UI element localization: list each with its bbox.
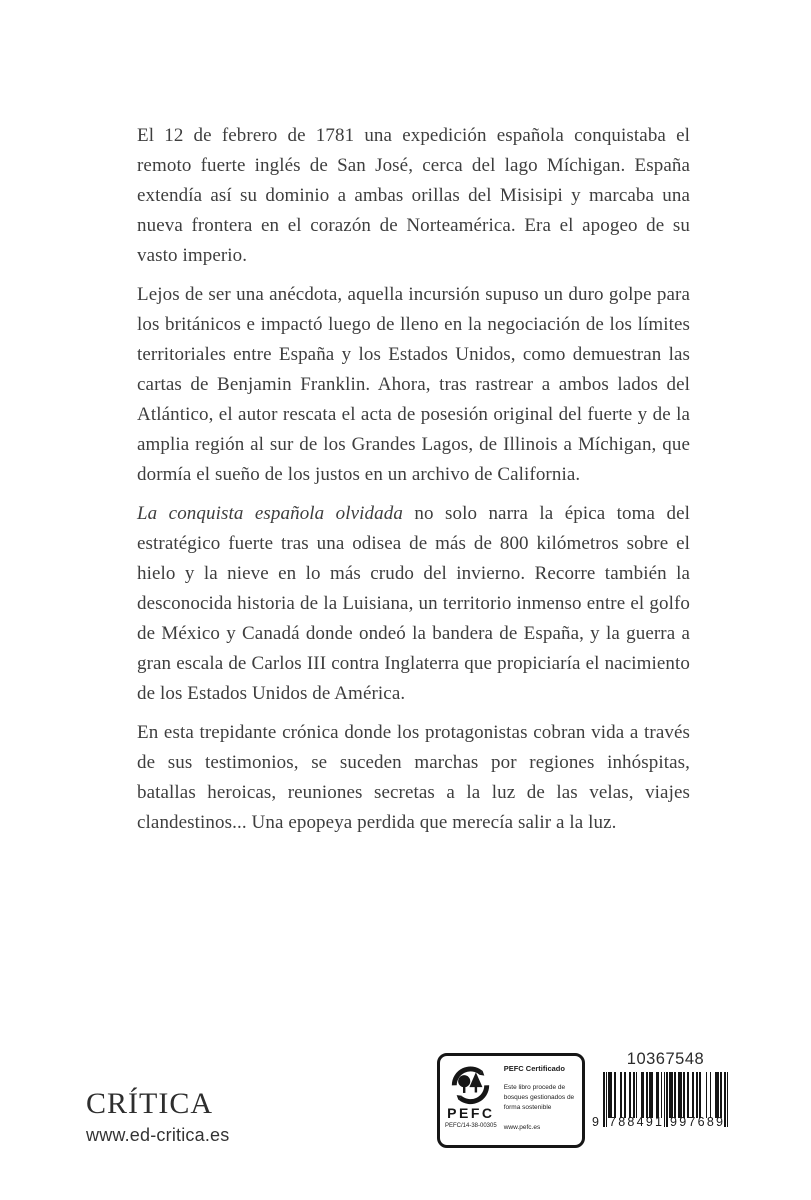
pefc-certification-label xyxy=(437,1053,585,1148)
barcode-digits-group2: 9 9 7 6 8 9 xyxy=(670,1115,723,1129)
synopsis-paragraph-3 xyxy=(137,499,690,709)
synopsis-paragraph-4: En esta trepidante crónica donde los protagonistas cobran vida a través de sus testimonios, se suceden marchas por regiones inhóspitas, batallas heroicas, reuniones secretas a la luz de las velas, viajes clandestinos... Una epopeya perdida que merecía salir a la luz. xyxy=(137,722,690,833)
synopsis-paragraph-3-rest: no solo narra la épica toma del estratégico fuerte tras una odisea de más de 800 kilómetros sobre el hielo y la nieve en lo más crudo del invierno. Recorre también la desconocida historia de la Luisiana, un territorio inmenso entre el golfo de México y Canadá donde ondeó la bandera de España, y la guerra a gran escala de Carlos III contra Inglaterra que propiciaría el nacimiento de los Estados Unidos de América. xyxy=(137,503,690,704)
synopsis-paragraph-1: El 12 de febrero de 1781 una expedición española conquistaba el remoto fuerte inglés de San José, cerca del lago Míchigan. España extendía así su dominio a ambas orillas del Misisipi y marcaba una nueva frontera en el corazón de Norteamérica. Era el apogeo de su vasto imperio. xyxy=(137,125,690,266)
barcode-digits-group1: 7 8 8 4 9 1 xyxy=(609,1115,662,1129)
synopsis-paragraph-2: Lejos de ser una anécdota, aquella incursión supuso un duro golpe para los británicos e impactó luego de lleno en la negociación de los límites territoriales entre España y los Estados Unidos, como demuestran las cartas de Benjamin Franklin. Ahora, tras rastrear a ambos lados del Atlántico, el autor rescata el acta de posesión original del fuerte y de la amplia región al sur de los Grandes Lagos, de Illinois a Míchigan, que dormía el sueño de los justos en un archivo de California. xyxy=(137,284,690,485)
pefc-license-number: PEFC/14-38-00305 xyxy=(445,1123,497,1129)
synopsis-text xyxy=(137,121,690,838)
pefc-website: www.pefc.es xyxy=(503,1124,541,1131)
pefc-label-left-column xyxy=(445,1060,497,1141)
publisher-block xyxy=(86,1089,229,1144)
barcode-block xyxy=(592,1050,728,1130)
ean-barcode xyxy=(592,1072,728,1130)
pefc-label-right-column xyxy=(497,1060,578,1141)
barcode-lead-digit: 9 xyxy=(592,1115,599,1129)
publisher-logo: CRÍTICA xyxy=(86,1087,213,1120)
pefc-description: Este libro procede de bosques gestionados de forma sostenible xyxy=(503,1084,575,1111)
book-title-italic: La conquista española olvidada xyxy=(137,503,403,524)
pefc-logo-icon xyxy=(448,1061,493,1106)
pefc-logo-text: PEFC xyxy=(447,1105,495,1121)
publisher-website: www.ed-critica.es xyxy=(86,1125,230,1145)
barcode-top-number: 10367548 xyxy=(626,1050,705,1068)
pefc-title: PEFC Certificado xyxy=(503,1064,565,1073)
